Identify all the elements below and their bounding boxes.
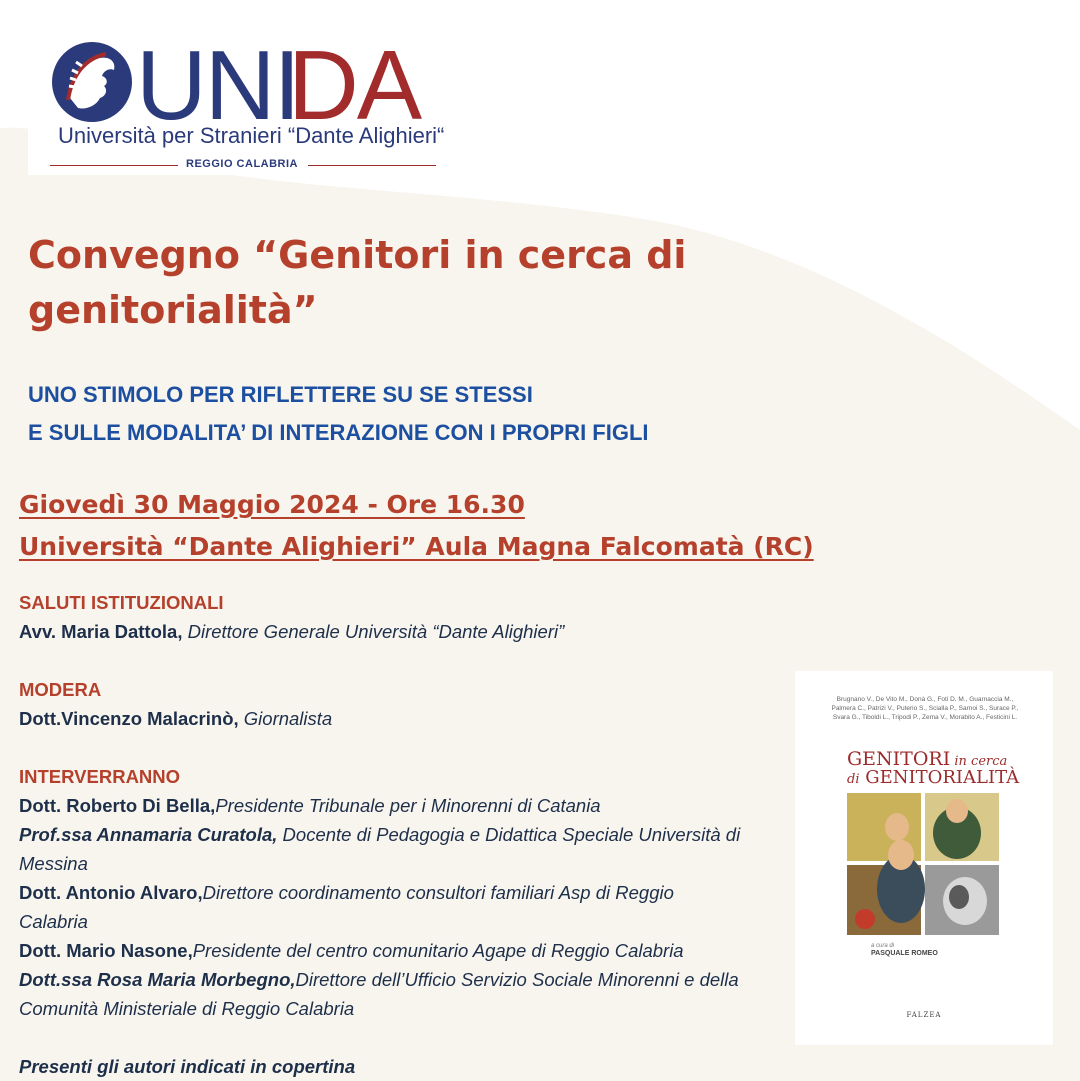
event-date: Giovedì 30 Maggio 2024 - Ore 16.30 [19, 490, 525, 519]
speaker-item [19, 965, 759, 1023]
speaker-item [19, 820, 799, 878]
speaker-item [19, 936, 799, 965]
book-cover [795, 671, 1053, 1045]
speaker-role: Presidente del centro comunitario Agape di Reggio Calabria [192, 940, 684, 961]
book-editor: PASQUALE ROMEO [871, 950, 938, 957]
saluti-heading: SALUTI ISTITUZIONALI [19, 592, 224, 613]
event-title: Convegno “Genitori in cerca di genitorialità” [28, 233, 687, 332]
logo-university-name: Università per Stranieri “Dante Alighieri“ [58, 123, 445, 148]
speaker-role: Direttore Generale Università “Dante Alighieri” [182, 621, 565, 642]
speaker-item [19, 791, 799, 820]
speaker-name: Prof.ssa Annamaria Curatola, [19, 824, 278, 845]
logo-rule-left [50, 165, 178, 166]
speaker-name: Avv. Maria Dattola, [19, 621, 183, 642]
dante-profile-seal-icon [50, 40, 134, 124]
speaker-role: Direttore dell’Ufficio Servizio Sociale Minorenni e della Comunità Ministeriale di Reggio Calabria [19, 969, 739, 1019]
logo-da-text: DA [288, 30, 421, 140]
speaker-name: Dott.ssa Rosa Maria Morbegno, [19, 969, 296, 990]
book-authors: Brugnano V., De Vito M., Donà G., Foti D. M., Guarnaccia M., Palmera C., Patrizi V., Puterio S., Scialla P., Sarnoi S., Surace P., Svara G., Tiboldi L., Tripodi P., Zema V., Morabito A., Festicini L. [831, 696, 1019, 721]
authors-present-note: Presenti gli autori indicati in copertina [19, 1056, 356, 1077]
modera-heading: MODERA [19, 679, 102, 700]
speaker-name: Dott. Antonio Alvaro, [19, 882, 203, 903]
speaker-role: Giornalista [238, 708, 333, 729]
logo-city: REGGIO CALABRIA [186, 158, 298, 170]
book-editor-label: a cura di [871, 943, 895, 949]
interverranno-heading: INTERVERRANNO [19, 766, 181, 787]
logo-uni-text: UNI [136, 30, 299, 140]
subtitle-line-1: UNO STIMOLO PER RIFLETTERE SU SE STESSI [28, 382, 533, 407]
event-venue: Università “Dante Alighieri” Aula Magna Falcomatà (RC) [19, 532, 814, 561]
speaker-name: Dott. Roberto Di Bella, [19, 795, 216, 816]
subtitle-line-2: E SULLE MODALITA’ DI INTERAZIONE CON I PROPRI FIGLI [28, 420, 649, 445]
event-program [19, 588, 799, 1081]
book-publisher: FALZEA [906, 1011, 942, 1019]
book-cover-painting [847, 793, 999, 935]
event-when-where [19, 484, 814, 568]
logo-rule-right [308, 165, 436, 166]
book-title-line-2: di GENITORIALITÀ [847, 767, 1020, 788]
book-title-line-1: GENITORI in cerca [847, 748, 1008, 770]
unida-logo [28, 30, 445, 175]
speaker-role: Presidente Tribunale per i Minorenni di Catania [215, 795, 601, 816]
moderator [19, 704, 799, 733]
speaker-role: Docente di Pedagogia e Didattica Speciale Università di Messina [19, 824, 741, 874]
event-subtitle [28, 376, 649, 452]
saluti-speaker [19, 617, 799, 646]
speaker-role: Direttore coordinamento consultori familiari Asp di Reggio Calabria [19, 882, 674, 932]
speaker-name: Dott. Mario Nasone, [19, 940, 193, 961]
speaker-name: Dott.Vincenzo Malacrinò, [19, 708, 239, 729]
speaker-item [19, 878, 699, 936]
